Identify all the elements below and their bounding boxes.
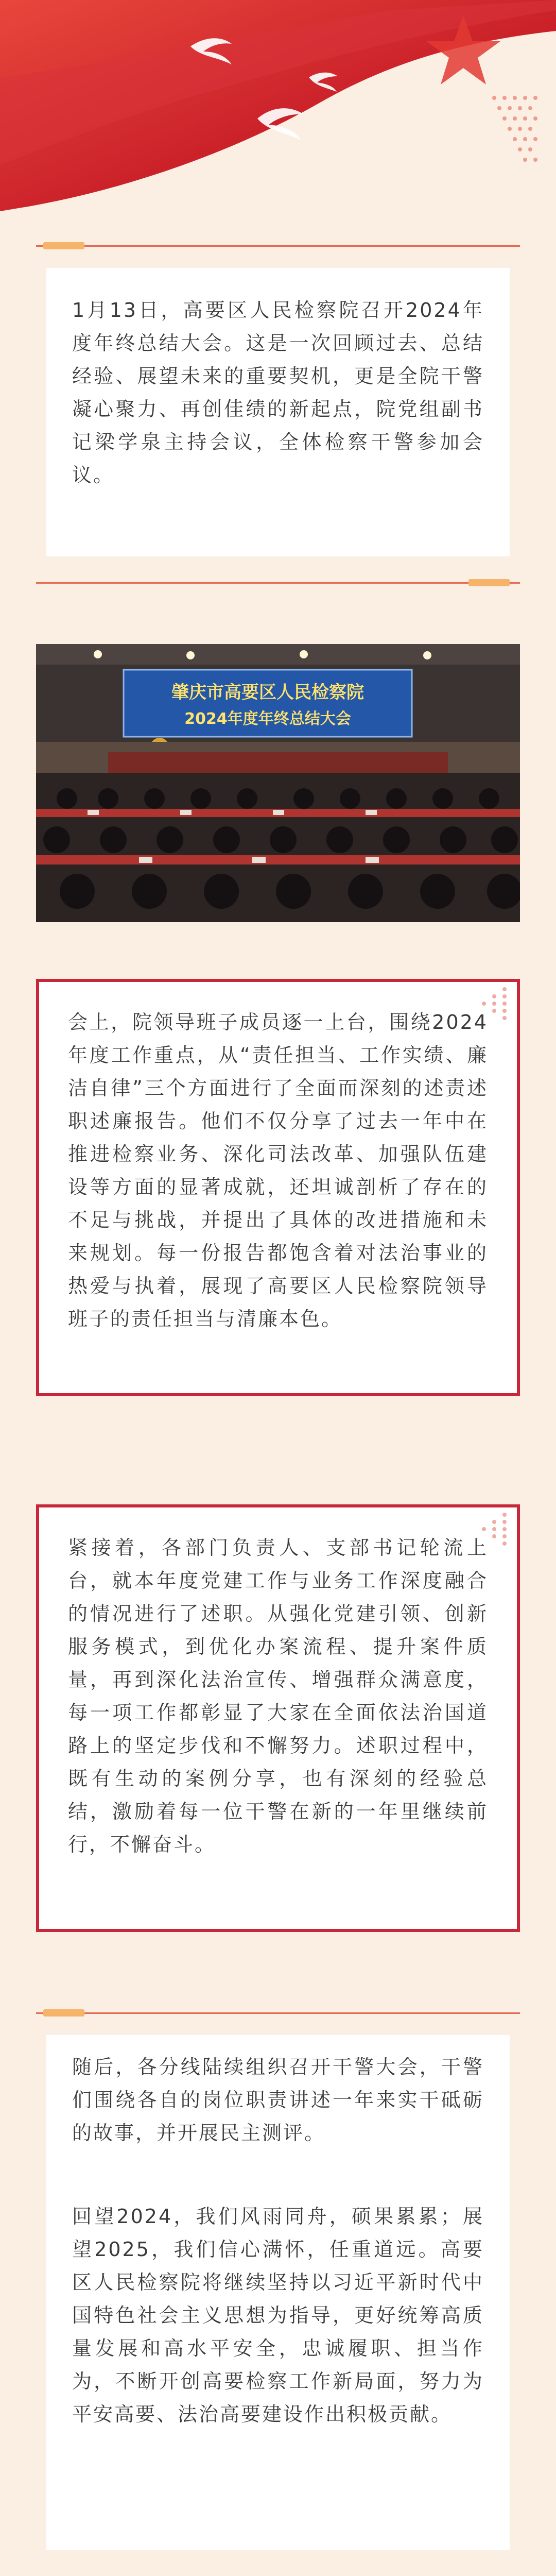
meeting-photo-graphic [36,644,520,922]
orange-accent-bar [43,2009,84,2016]
section3-paragraph1: 随后，各分线陆续组织召开干警大会，干警们围绕各自的岗位职责讲述一年来实干砥砺的故事，并开展民主测评。 [72,2056,484,2144]
intro-text: 1月13日，高要区人民检察院召开2024年度年终总结大会。这是一次回顾过去、总结经验、展望未来的重要契机，更是全院干警凝心聚力、再创佳绩的新起点，院党组副书记梁学泉主持会议，全体检察干警参加会议。 [72,299,484,486]
dot-pattern-icon [492,96,537,162]
section1-card [36,979,520,1396]
section2-text: 紧接着，各部门负责人、支部书记轮流上台，就本年度党建工作与业务工作深度融合的情况进行了述职。从强化党建引领、创新服务模式，到优化办案流程、提升案件质量，再到深化法治宣传、增强群众满意度，每一项工作都彰显了大家在全面依法治国道路上的坚定步伐和不懈努力。述职过程中，既有生动的案例分享，也有深刻的经验总结，激励着每一位干警在新的一年里继续前行，不懈奋斗。 [68,1536,488,1856]
orange-accent-bar [43,242,84,249]
screen-title-line1: 肇庆市高要区人民检察院 [171,682,364,703]
intro-card [46,268,510,556]
divider-line [36,2012,520,2014]
divider-line [36,245,520,247]
section3-card [46,2035,510,2550]
divider-line [36,582,520,584]
section3-paragraph2: 回望2024，我们风雨同舟，硕果累累；展望2025，我们信心满怀，任重道远。高要区人民检察院将继续坚持以习近平新时代中国特色社会主义思想为指导，更好统筹高质量发展和高水平安全，忠诚履职、担当作为，不断开创高要检察工作新局面，努力为平安高要、法治高要建设作出积极贡献。 [72,2205,484,2426]
meeting-photo [36,644,520,922]
orange-accent-bar [468,579,510,586]
top-banner [0,0,556,222]
banner-graphic [0,0,556,222]
screen-title-line2: 2024年度年终总结大会 [184,710,351,728]
section2-card [36,1504,520,1932]
section1-text: 会上，院领导班子成员逐一上台，围绕2024年度工作重点，从“责任担当、工作实绩、廉洁自律”三个方面进行了全面而深刻的述责述职述廉报告。他们不仅分享了过去一年中在推进检察业务、深化司法改革、加强队伍建设等方面的显著成就，还坦诚剖析了存在的不足与挑战，并提出了具体的改进措施和未来规划。每一份报告都饱含着对法治事业的热爱与执着，展现了高要区人民检察院领导班子的责任担当与清廉本色。 [68,1011,488,1330]
